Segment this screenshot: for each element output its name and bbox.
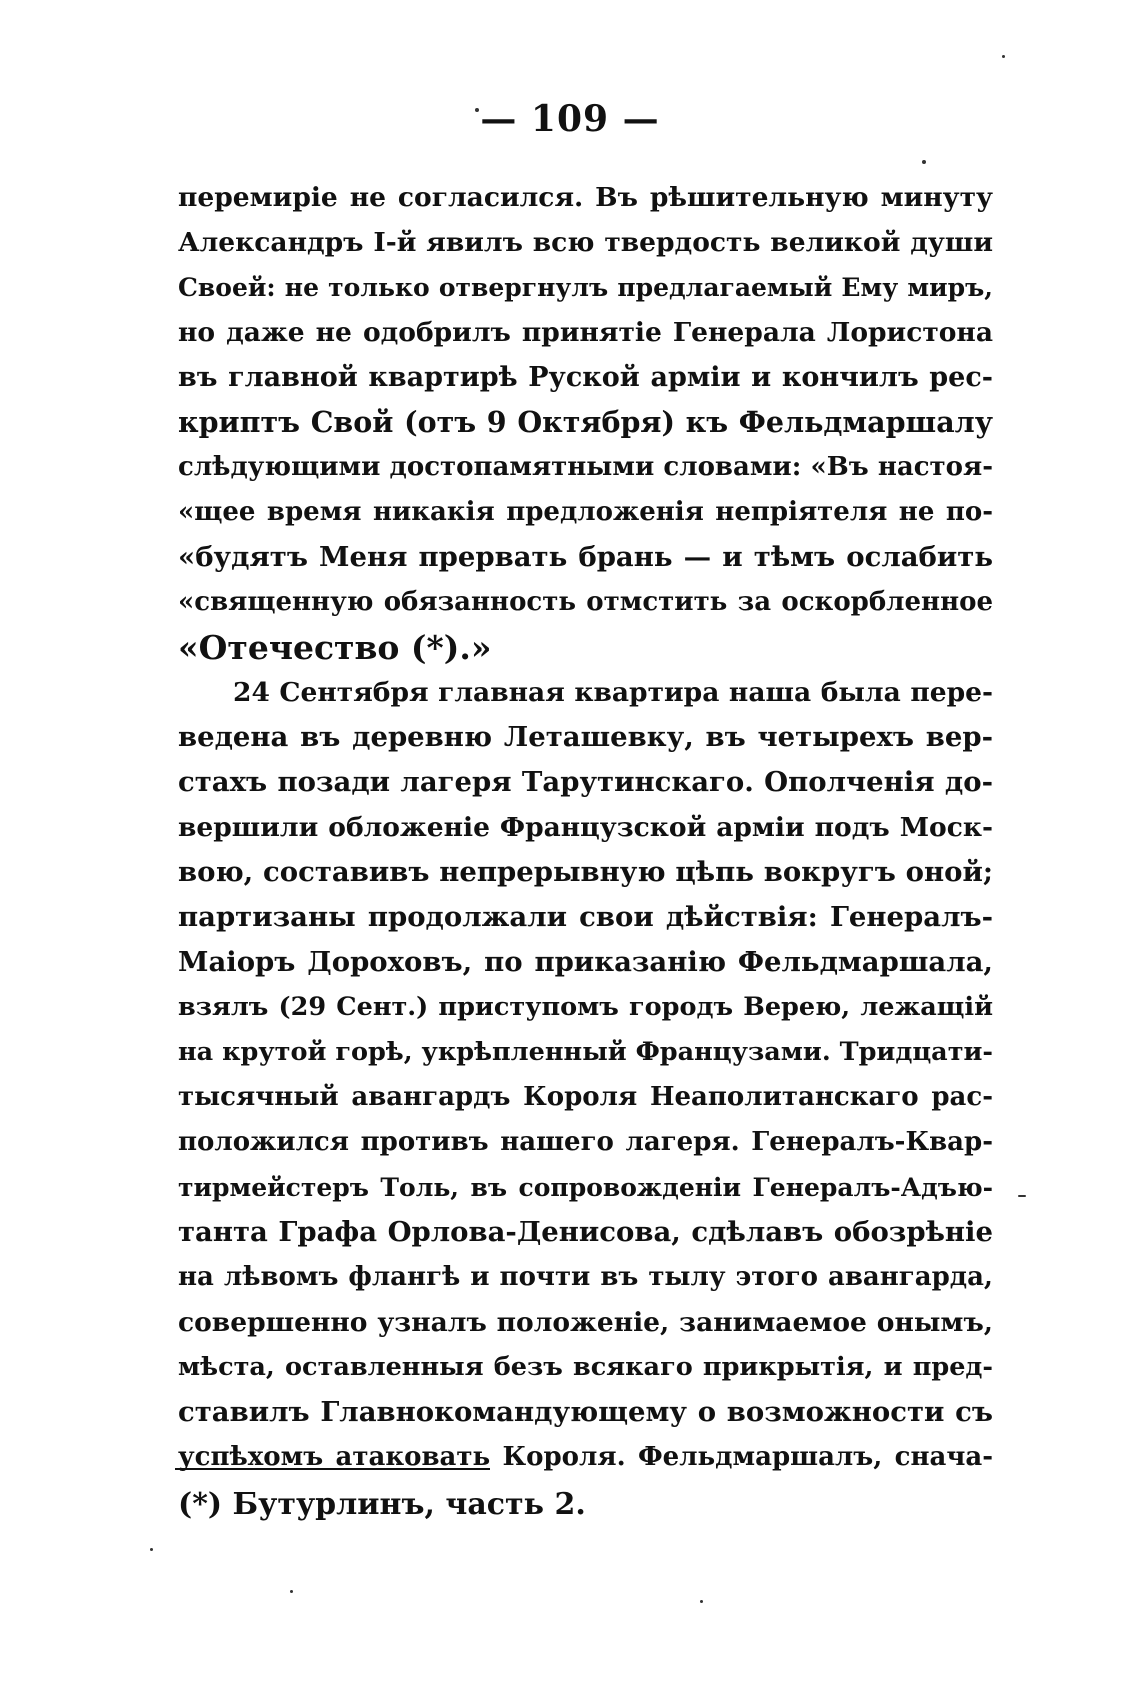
scan-speck — [150, 1548, 153, 1551]
text-line: но даже не одобрилъ принятіе Генерала Лористона — [178, 317, 993, 348]
text-line: «Отечество (*).» — [178, 628, 492, 667]
text-line: Своей: не только отвергнулъ предлагаемый Ему миръ, — [178, 273, 993, 302]
text-line: слѣдующими достопамятными словами: «Въ настоя- — [178, 452, 993, 482]
text-line: танта Графа Орлова-Денисова, сдѣлавъ обозрѣніе — [178, 1216, 993, 1248]
scan-speck — [700, 1600, 703, 1603]
text-line: «щее время никакія предложенія непріятеля не по- — [178, 497, 993, 527]
text-line: положился противъ нашего лагеря. Генералъ-Квар- — [178, 1127, 993, 1157]
main-text — [178, 175, 993, 1480]
scan-speck — [475, 108, 479, 112]
text-line: тысячный авангардъ Короля Неаполитанскаго рас- — [178, 1082, 993, 1112]
paragraph-start-line: 24 Сентября главная квартира наша была пере- — [233, 677, 993, 708]
text-line: ведена въ деревню Леташевку, въ четырехъ вер- — [178, 721, 993, 753]
text-line: ставилъ Главнокомандующему о возможности съ — [178, 1396, 993, 1428]
text-line: Александръ I-й явилъ всю твердость великой души — [178, 227, 993, 258]
scan-speck — [290, 1590, 293, 1593]
page-number: — 109 — — [480, 98, 660, 140]
text-line: партизаны продолжали свои дѣйствія: Генералъ- — [178, 901, 993, 933]
text-line: мѣста, оставленныя безъ всякаго прикрытія, и пред- — [178, 1352, 993, 1382]
text-line: «будятъ Меня прервать брань — и тѣмъ ослабить — [178, 541, 993, 573]
text-line: взялъ (29 Сент.) приступомъ городъ Верею, лежащій — [178, 992, 993, 1022]
text-line: совершенно узналъ положеніе, занимаемое онымъ, — [178, 1307, 993, 1338]
scan-speck — [1002, 55, 1005, 58]
footnote: (*) Бутурлинъ, часть 2. — [178, 1487, 586, 1522]
footnote-rule — [175, 1468, 490, 1470]
text-line: на лѣвомъ флангѣ и почти въ тылу этого авангарда, — [178, 1262, 993, 1292]
text-line: перемиріе не согласился. Въ рѣшительную минуту — [178, 182, 993, 213]
text-line: успѣхомъ атаковать Короля. Фельдмаршалъ, снача- — [178, 1442, 993, 1472]
text-line: «священную обязанность отмстить за оскорбленное — [178, 587, 993, 617]
text-line: въ главной квартирѣ Руской арміи и кончилъ рес- — [178, 362, 993, 393]
text-line: на крутой горѣ, укрѣпленный Французами. Тридцати- — [178, 1037, 993, 1067]
text-line: стахъ позади лагеря Тарутинскаго. Ополченія до- — [178, 766, 993, 798]
text-line: вершили обложеніе Французской арміи подъ Моск- — [178, 812, 993, 843]
scan-speck — [1018, 1195, 1026, 1197]
scan-speck — [922, 160, 926, 164]
text-line: вою, составивъ непрерывную цѣпь вокругъ оной; — [178, 856, 993, 888]
text-line: тирмейстеръ Толь, въ сопровожденіи Генералъ-Адъю- — [178, 1173, 993, 1202]
text-line: Маіоръ Дороховъ, по приказанію Фельдмаршала, — [178, 946, 993, 978]
text-line: криптъ Свой (отъ 9 Октября) къ Фельдмаршалу — [178, 405, 993, 439]
